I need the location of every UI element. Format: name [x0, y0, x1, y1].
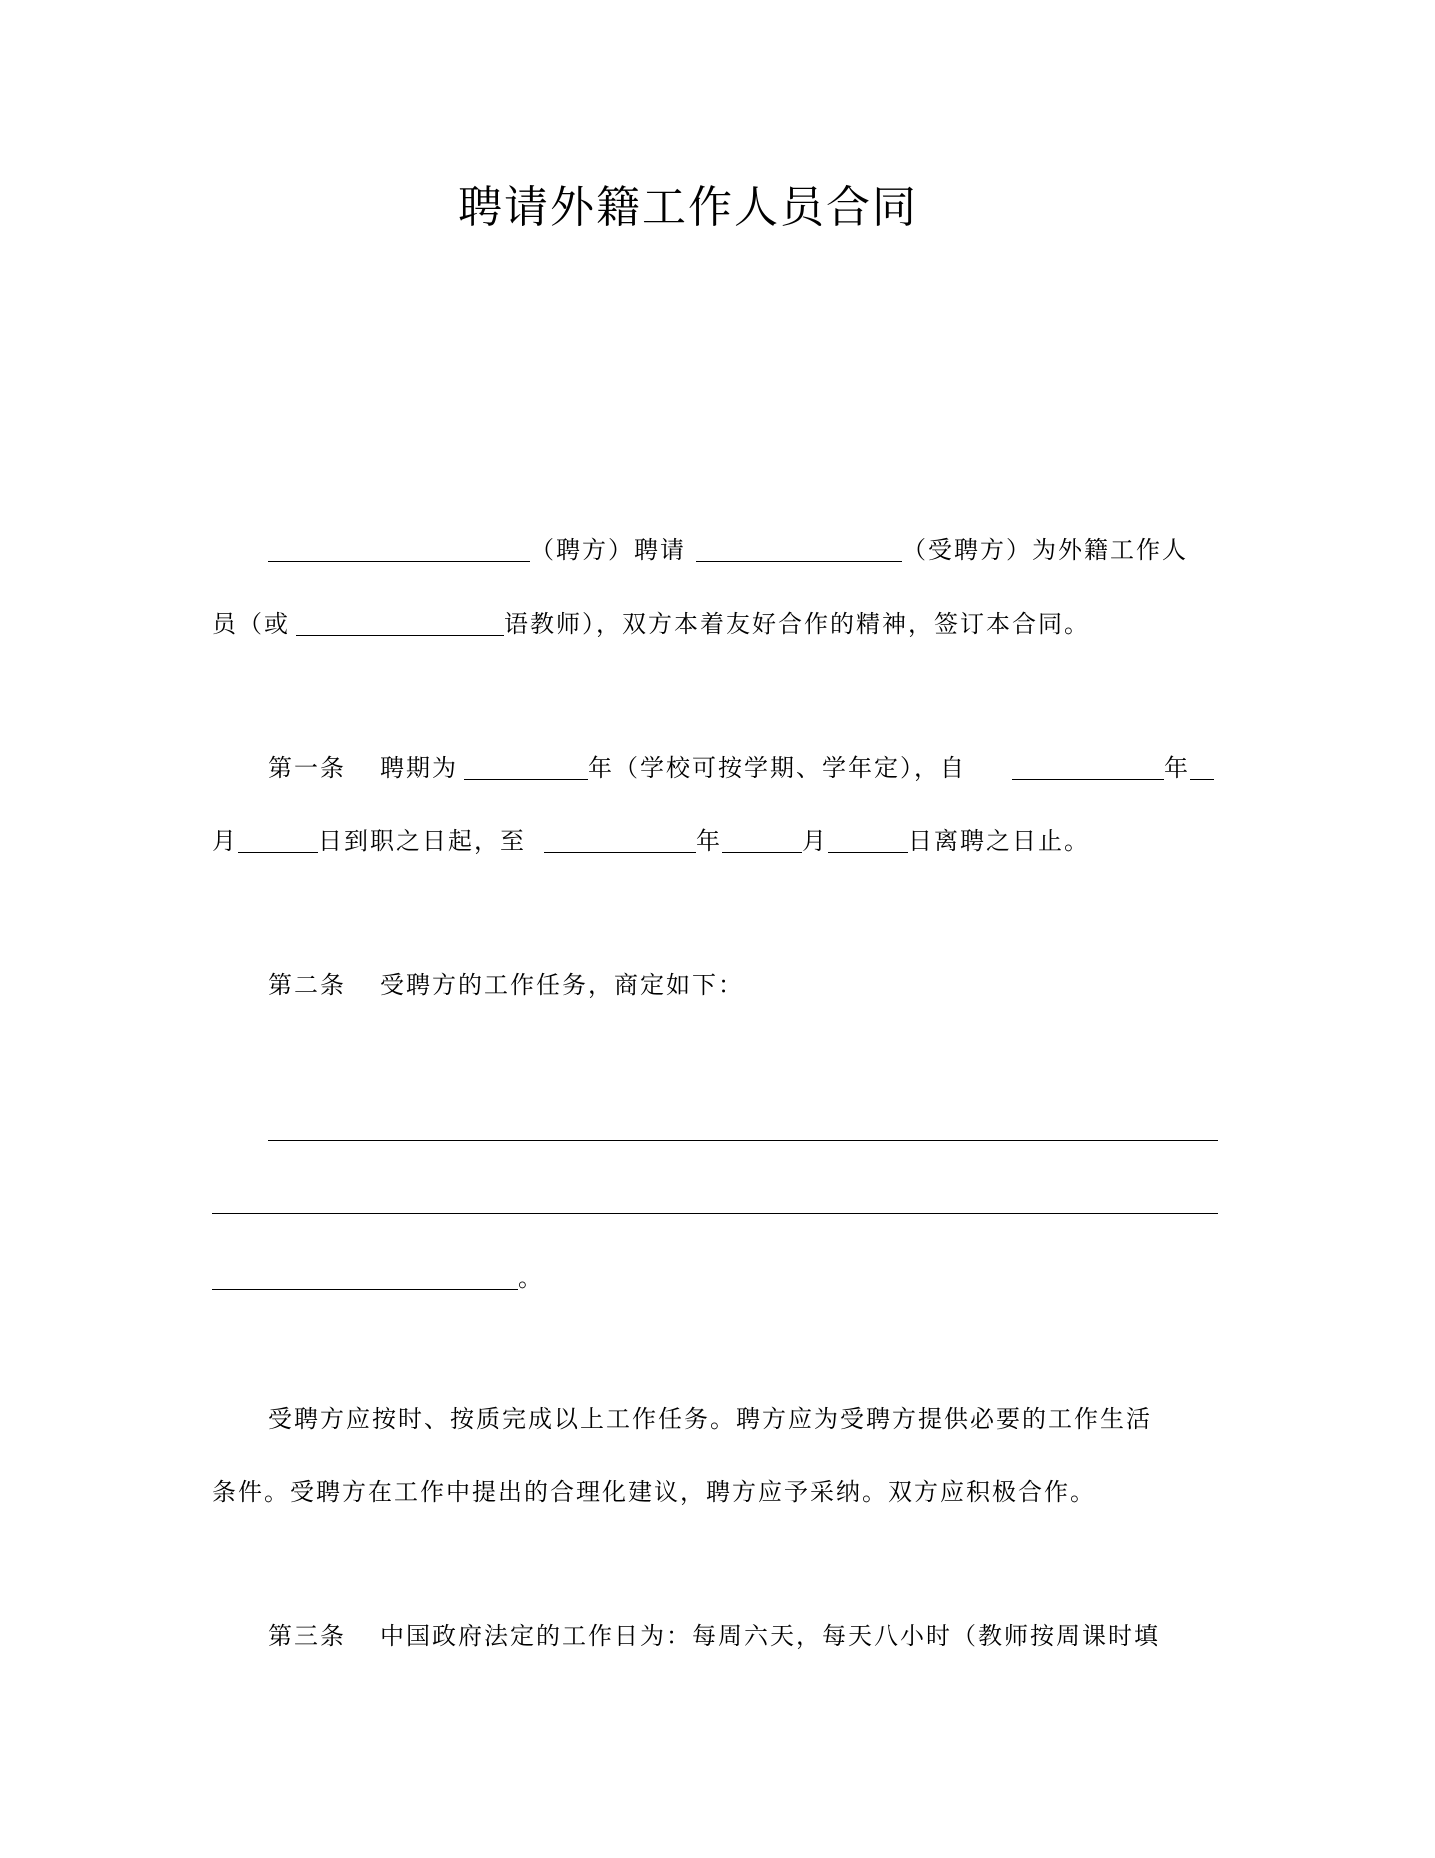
employee-label: （受聘方）为外籍工作人	[902, 536, 1188, 564]
term-years-blank[interactable]	[464, 755, 588, 780]
preamble-line-1	[268, 535, 1188, 565]
article-1-text-c: 年	[1164, 754, 1190, 782]
article-3-heading: 第三条	[268, 1622, 346, 1650]
work-tasks-blank-3[interactable]	[212, 1265, 518, 1290]
article-1-text-a: 聘期为	[380, 754, 458, 782]
preamble-prefix: 员（或	[212, 610, 290, 638]
article-1-text-h: 日离聘之日止。	[908, 827, 1090, 855]
article-2-para-line-2: 条件。受聘方在工作中提出的合理化建议，聘方应予采纳。双方应积极合作。	[212, 1478, 1096, 1506]
work-tasks-blank-2[interactable]	[212, 1213, 1218, 1214]
preamble-suffix: 语教师），双方本着友好合作的精神，签订本合同。	[504, 610, 1090, 638]
work-tasks-line-3	[212, 1263, 544, 1293]
article-3-line-1	[268, 1621, 1160, 1651]
end-month-blank[interactable]	[722, 828, 802, 853]
article-1-heading: 第一条	[268, 754, 346, 782]
article-1-text-b: 年（学校可按学期、学年定），自	[588, 754, 966, 782]
end-year-blank[interactable]	[544, 828, 696, 853]
employee-name-blank[interactable]	[696, 537, 902, 562]
article-1-text-e: 日到职之日起，至	[318, 827, 526, 855]
article-2-para-line-1: 受聘方应按时、按质完成以上工作任务。聘方应为受聘方提供必要的工作生活	[268, 1405, 1152, 1433]
article-2-heading: 第二条	[268, 971, 346, 999]
article-1-text-f: 年	[696, 827, 722, 855]
page-title: 聘请外籍工作人员合同	[458, 182, 918, 233]
preamble-line-2	[212, 609, 1090, 639]
work-tasks-blank-1[interactable]	[268, 1140, 1218, 1141]
start-day-blank[interactable]	[238, 828, 318, 853]
article-1-line-1	[268, 753, 1214, 783]
employer-name-blank[interactable]	[268, 537, 530, 562]
article-1-line-2	[212, 826, 1090, 856]
article-3-text: 中国政府法定的工作日为：每周六天，每天八小时（教师按周课时填	[380, 1622, 1160, 1650]
article-1-text-d: 月	[212, 827, 238, 855]
article-2-line-1	[268, 970, 744, 1000]
employer-label: （聘方）聘请	[530, 536, 686, 564]
start-month-blank[interactable]	[1190, 755, 1214, 780]
article-2-text: 受聘方的工作任务，商定如下：	[380, 971, 744, 999]
end-day-blank[interactable]	[828, 828, 908, 853]
language-blank[interactable]	[296, 611, 504, 636]
work-tasks-end: 。	[518, 1264, 544, 1292]
article-1-text-g: 月	[802, 827, 828, 855]
start-year-blank[interactable]	[1012, 755, 1164, 780]
